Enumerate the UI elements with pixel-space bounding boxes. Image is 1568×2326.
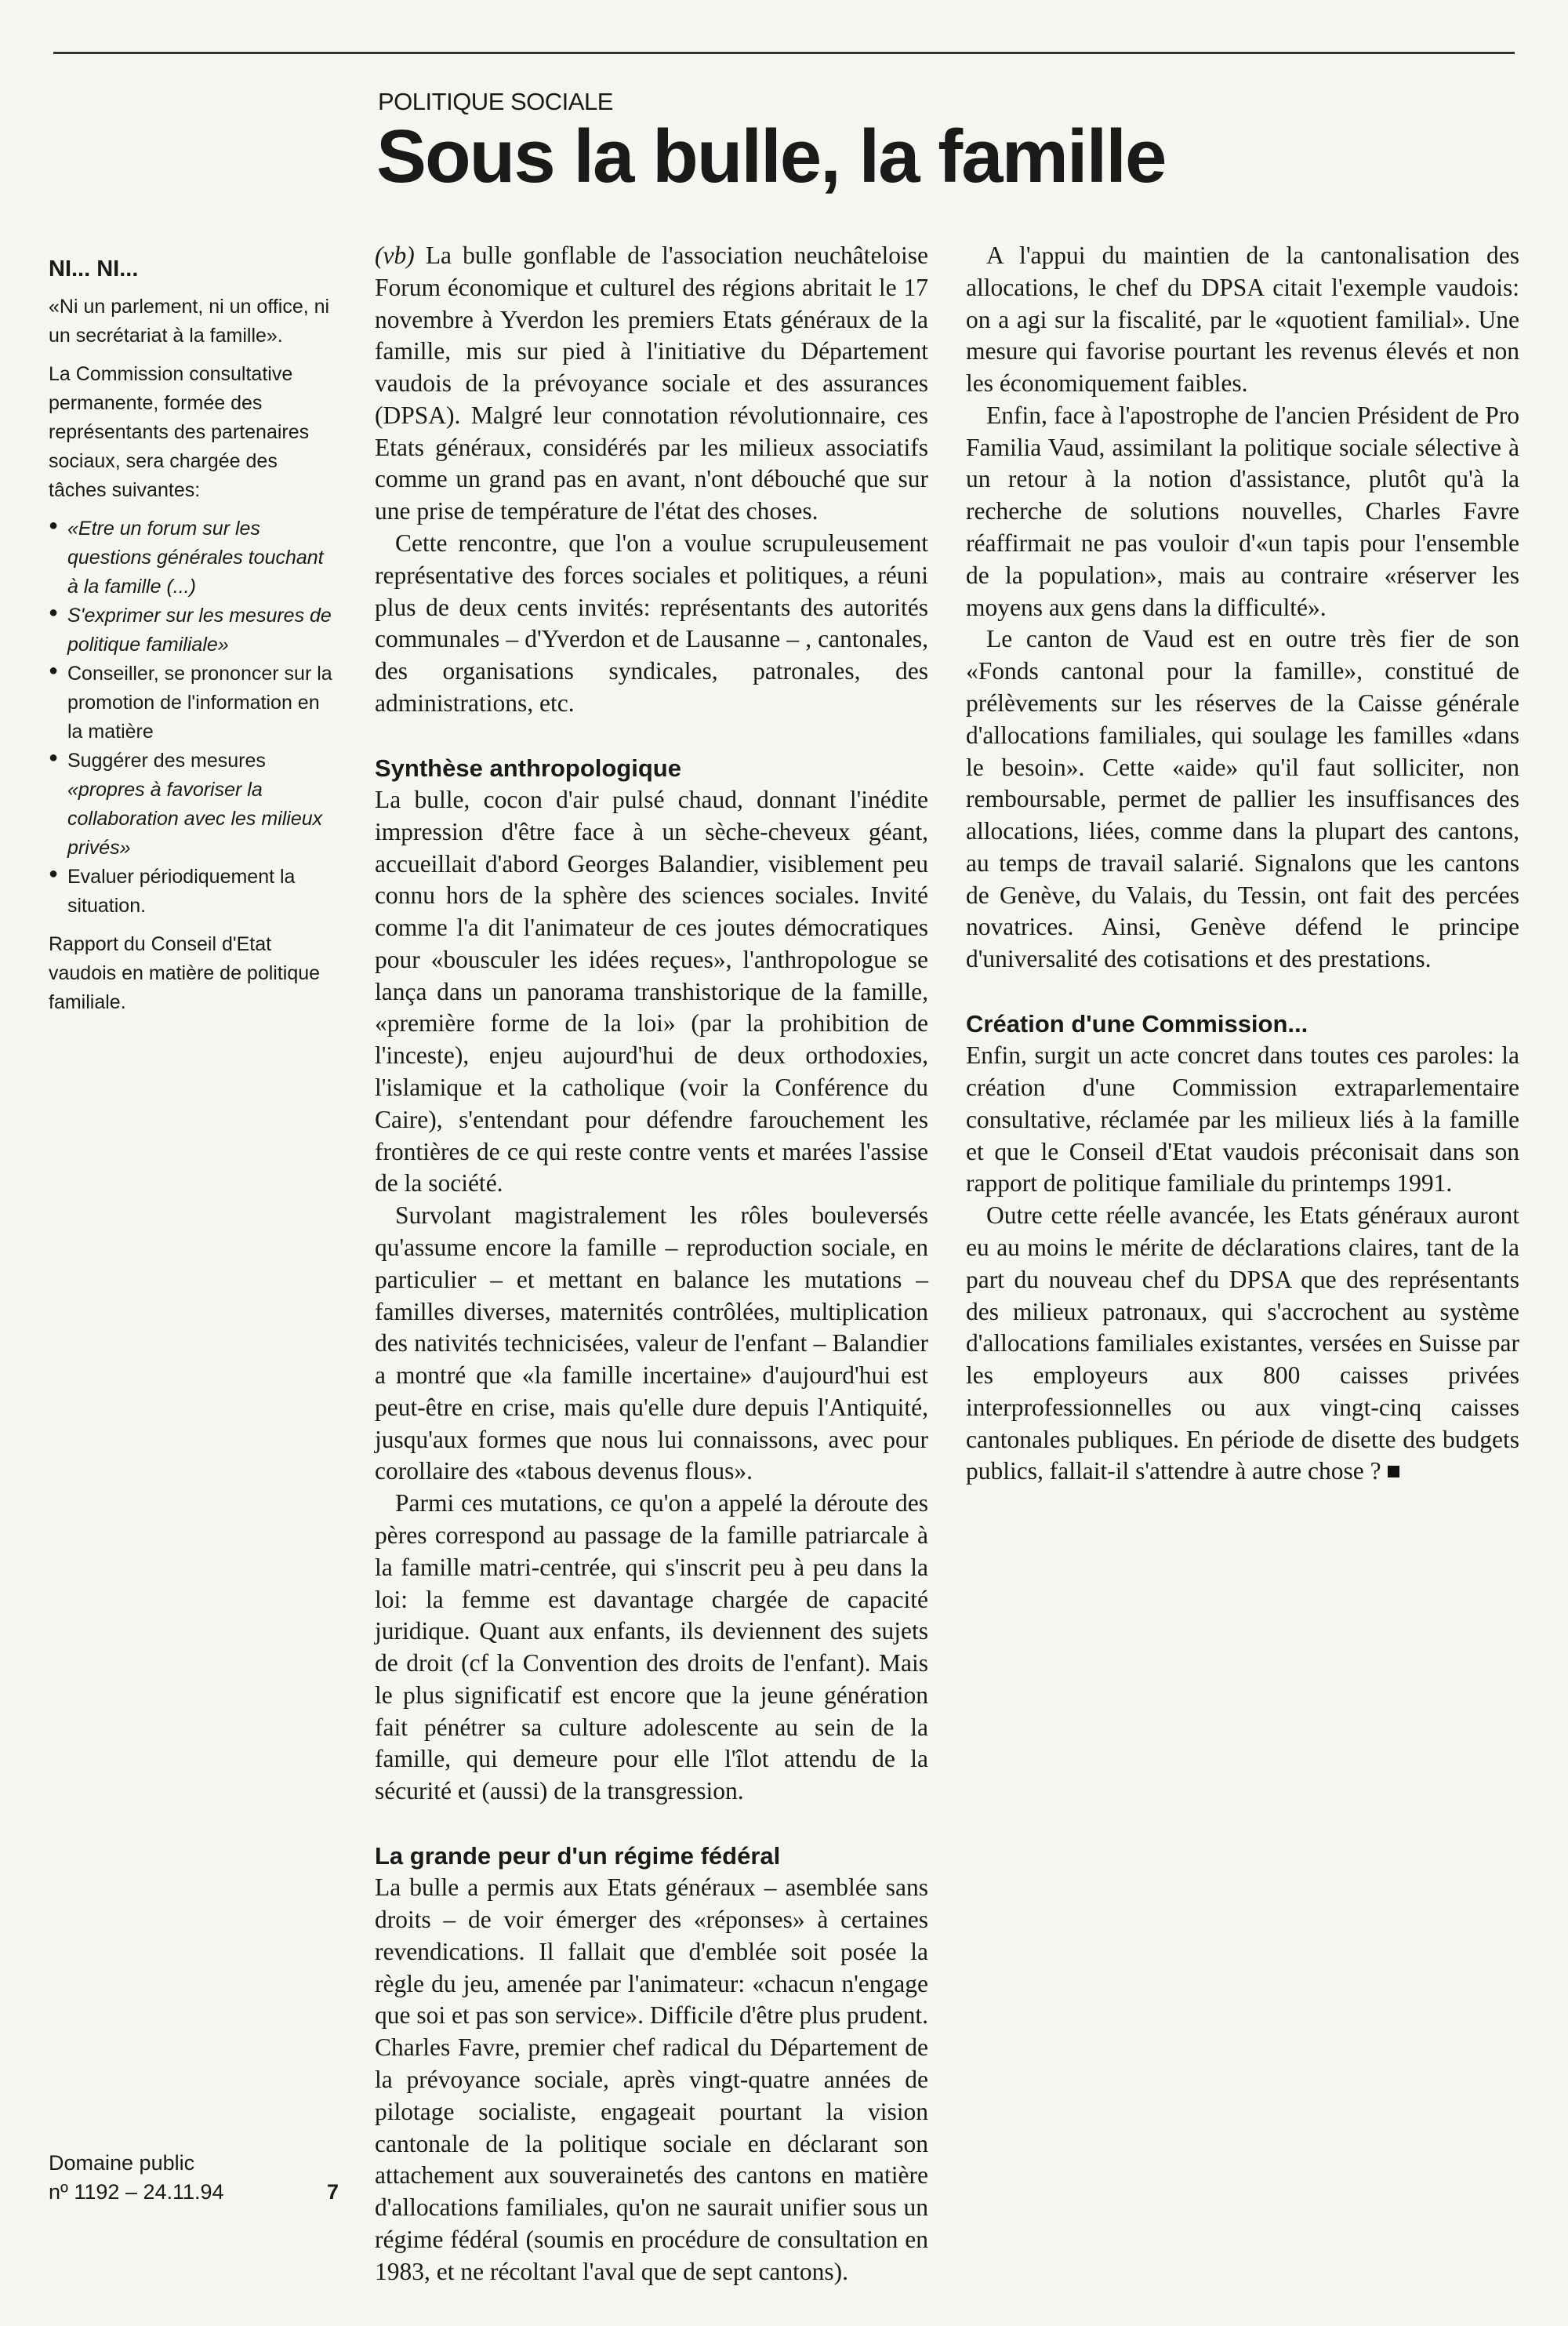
paragraph: Cette rencontre, que l'on a voulue scrupuleusement représentative des forces sociales et politiques, a réuni plus de deux cents invités: représentants des autorités communales – d'Yverdon et de Lausanne – , cantonales, des organisations syndicales, patronales, des administrations, etc. (375, 529, 928, 717)
paragraph: Survolant magistralement les rôles bouleversés qu'assume encore la famille – reproduction sociale, en particulier – et mettant en balance les mutations – familles diverses, maternités contrôlées, multiplication des nativités technicisées, valeur de l'enfant – Balandier a montré que «la famille incertaine» d'aujourd'hui est peut-être en crise, mais qu'elle dure depuis l'Antiquité, jusqu'aux formes que nous lui connaissons, avec pour corollaire des «tabous devenus flous». (375, 1201, 928, 1485)
sidebar-bullet: ● S'exprimer sur les mesures de politique familiale» (49, 601, 339, 660)
page-number: 7 (326, 2180, 339, 2204)
section-label: POLITIQUE SOCIALE (378, 88, 613, 115)
article-column-1 (375, 240, 928, 2288)
paragraph: (vb) La bulle gonflable de l'association neuchâteloise Forum économique et culturel des régions abritait le 17 novembre à Yverdon les premiers Etats généraux de la famille, mis sur pied à l'initiative du Département vaudois de la prévoyance sociale et des assurances (DPSA). Malgré leur connotation révolutionnaire, ces Etats généraux, considérés par les milieux associatifs comme un grand pas en avant, n'ont débouché que sur une prise de température de l'état des choses. (375, 242, 928, 525)
subheading: Synthèse anthropologique (375, 754, 681, 782)
paragraph: La bulle a permis aux Etats généraux – asemblée sans droits – de voir émerger des «réponses» à certaines revendications. Il fallait que d'emblée soit posée la règle du jeu, amenée par l'animateur: «chacun n'engage que soi et pas son service». Difficile d'être plus prudent. Charles Favre, premier chef radical du Département de la prévoyance sociale, après vingt-quatre années de pilotage socialiste, engageait pourtant la vision cantonale de la politique sociale en déclarant son attachement aux souverainetés des cantons en matière d'allocations familiales, qu'on ne saurait unifier sous un régime fédéral (soumis en procédure de consultation en 1983, et ne récoltant l'aval que de sept cantons). (375, 1874, 928, 2285)
sidebar-box (49, 253, 339, 1027)
article-title: Sous la bulle, la famille (376, 114, 1166, 198)
article-column-2 (966, 240, 1519, 1488)
sidebar-quote: «Ni un parlement, ni un office, ni un secrétariat à la famille». (49, 295, 330, 347)
paragraph: Enfin, surgit un acte concret dans toutes ces paroles: la création d'une Commission extraparlementaire consultative, réclamée par les milieux liés à la famille et que le Conseil d'Etat vaudois préconisait dans son rapport de politique familiale du printemps 1991. (966, 1041, 1519, 1198)
paragraph: Le canton de Vaud est en outre très fier de son «Fonds cantonal pour la famille», constitué de prélèvements sur les réserves de la Caisse générale d'allocations familiales, qui soulage les familles «dans le besoin». Cette «aide» qu'il faut solliciter, non remboursable, permet de pallier les insuffisances des allocations, liées, comme dans la plupart des cantons, au temps de travail salarié. Signalons que les cantons de Genève, du Valais, du Tessin, ont fait des percées novatrices. Ainsi, Genève défend le principe d'universalité des cotisations et des prestations. (966, 625, 1519, 973)
sidebar-source: Rapport du Conseil d'Etat vaudois en matière de politique familiale. (49, 932, 321, 1013)
subheading: Création d'une Commission... (966, 1009, 1308, 1038)
subheading: La grande peur d'un régime fédéral (375, 1842, 781, 1870)
paragraph: Parmi ces mutations, ce qu'on a appelé la déroute des pères correspond au passage de la famille patriarcale à la famille matri-centrée, qui s'inscrit peu à peu dans la loi: la femme est davantage chargée de capacité juridique. Quant aux enfants, ils deviennent des sujets de droit (cf la Convention des droits de l'enfant). Mais le plus significatif est encore que la jeune génération fait pénétrer sa culture adolescente au sein de la famille, qui demeure pour elle l'îlot attendu de la sécurité et (aussi) de la transgression. (375, 1489, 928, 1805)
issue-number: nº 1192 – 24.11.94 (49, 2180, 224, 2204)
sidebar-intro: La Commission consultative permanente, formée des représentants des partenaires sociaux, sera chargée des tâches suivantes: (49, 362, 310, 501)
sidebar-bullet: ● Conseiller, se prononcer sur la promotion de l'information en la matière (49, 660, 339, 747)
sidebar-heading: NI... NI... (49, 256, 139, 282)
author-initials: (vb) (375, 242, 415, 269)
sidebar-list (49, 514, 339, 921)
end-mark-icon (1388, 1466, 1399, 1477)
paragraph: La bulle, cocon d'air pulsé chaud, donnant l'inédite impression d'être face à un sèche-cheveux géant, accueillait d'abord Georges Balandier, visiblement peu connu hors de la sphère des sciences sociales. Invité comme l'a dit l'animateur de ces joutes démocratiques pour «bousculer les idées reçues», l'anthropologue se lança dans un panorama transhistorique de la famille, «première forme de la loi» (par la prohibition de l'inceste), enjeu aujourd'hui de deux orthodoxies, l'islamique et la catholique (voir la Conférence du Caire), s'entendant pour défendre farouchement les frontières de ce qui reste contre vents et marées l'assise de la société. (375, 786, 928, 1198)
paragraph: A l'appui du maintien de la cantonalisation des allocations, le chef du DPSA citait l'exemple vaudois: on a agi sur la fiscalité, par le «quotient familial». Une mesure qui favorise pourtant les revenus élevés et non les économiquement faibles. (966, 242, 1519, 398)
sidebar-bullet: ● Evaluer périodiquement la situation. (49, 863, 339, 921)
footer (49, 2149, 339, 2208)
top-rule (53, 52, 1515, 54)
sidebar-bullet: ● Suggérer des mesures «propres à favoriser la collaboration avec les milieux privés» (49, 747, 339, 863)
sidebar-bullet: ● «Etre un forum sur les questions générales touchant à la famille (...) (49, 514, 339, 601)
paragraph: Enfin, face à l'apostrophe de l'ancien Président de Pro Familia Vaud, assimilant la politique sociale sélective à un retour à la notion d'assistance, plutôt qu'à la recherche de solutions nouvelles, Charles Favre réaffirmait ne pas vouloir d'«un tapis pour l'ensemble de la population», mais au contraire «réserver les moyens aux gens dans la difficulté». (966, 401, 1519, 621)
publication-name: Domaine public (49, 2151, 195, 2175)
paragraph: Outre cette réelle avancée, les Etats généraux auront eu au moins le mérite de déclarations claires, tant de la part du nouveau chef du DPSA que des représentants des milieux patronaux, qui s'accrochent au système d'allocations familiales existantes, versées en Suisse par les employeurs aux 800 caisses privées interprofessionnelles ou aux vingt-cinq caisses cantonales publiques. En période de disette des budgets publics, fallait-il s'attendre à autre chose ? (966, 1201, 1519, 1485)
